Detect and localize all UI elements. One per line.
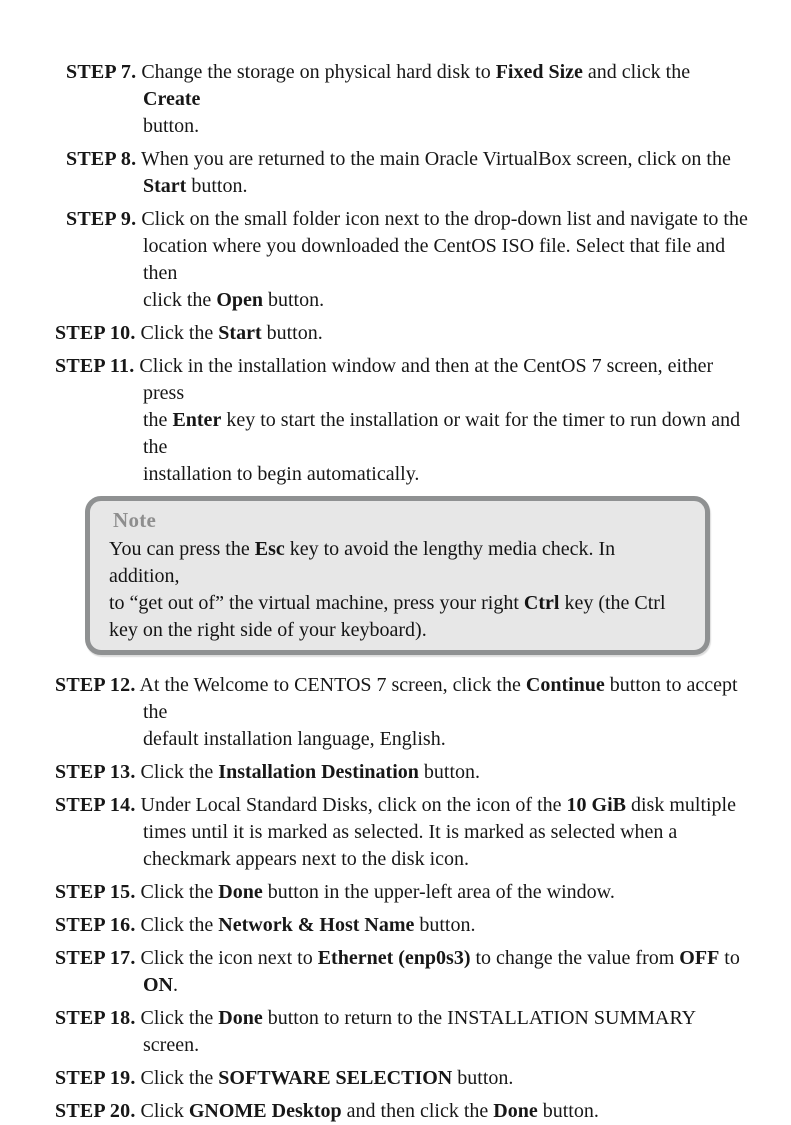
- text-run: installation to begin automatically.: [143, 463, 420, 485]
- bold-text-run: Enter: [172, 409, 222, 431]
- text-run: Click on the small folder icon next to the drop-down list and navigate to the: [141, 208, 748, 230]
- text-run: checkmark appears next to the disk icon.: [143, 848, 469, 870]
- text-run: the: [143, 409, 173, 431]
- bold-text-run: Open: [216, 289, 263, 311]
- text-run: button to accept the: [143, 674, 738, 723]
- bold-text-run: SOFTWARE SELECTION: [218, 1067, 453, 1089]
- bold-text-run: Done: [493, 1100, 538, 1122]
- step-label: STEP 18.: [55, 1007, 136, 1029]
- text-run: When you are returned to the main Oracle VirtualBox screen, click on the: [140, 148, 731, 170]
- step-item: [40, 879, 751, 906]
- text-run: You can press the: [109, 538, 255, 560]
- bold-text-run: Esc: [254, 538, 285, 560]
- step-label: STEP 17.: [55, 947, 136, 969]
- text-run: key on the right side of your keyboard).: [109, 619, 427, 641]
- text-run: location where you downloaded the CentOS ISO file. Select that file and then: [143, 235, 726, 284]
- text-run: to change the value from: [470, 947, 680, 969]
- step-label: STEP 20.: [55, 1100, 136, 1122]
- step-label: STEP 12.: [55, 674, 136, 696]
- text-run: Click: [140, 1100, 189, 1122]
- bold-text-run: Start: [218, 322, 262, 344]
- step-text: [141, 761, 480, 783]
- text-run: key (the Ctrl: [559, 592, 666, 614]
- text-run: and click the: [582, 61, 691, 83]
- text-run: button in the upper-left area of the window.: [262, 881, 615, 903]
- text-run: button.: [261, 322, 323, 344]
- bold-text-run: Done: [218, 881, 263, 903]
- text-run: button.: [418, 761, 481, 783]
- text-run: click the: [143, 289, 217, 311]
- text-run: Click the: [140, 914, 219, 936]
- text-run: button.: [143, 115, 200, 137]
- step-text: [141, 1007, 696, 1056]
- step-text: [141, 148, 731, 197]
- step-item: [40, 320, 751, 347]
- step-text: [141, 881, 615, 903]
- text-run: key to start the installation or wait for the timer to run down and the: [143, 409, 741, 458]
- step-text: [141, 947, 740, 996]
- text-run: Click in the installation window and then at the CentOS 7 screen, either press: [139, 355, 714, 404]
- text-run: Click the: [140, 322, 219, 344]
- step-item: [40, 1005, 751, 1059]
- step-item: [40, 792, 751, 873]
- text-run: .: [173, 974, 178, 996]
- step-label: STEP 10.: [55, 322, 136, 344]
- step-text: [141, 322, 323, 344]
- step-text: [141, 794, 736, 870]
- step-item: [40, 146, 751, 200]
- step-label: STEP 9.: [66, 208, 137, 230]
- text-run: At the Welcome to CENTOS 7 screen, click the: [139, 674, 526, 696]
- step-item: [40, 1065, 751, 1092]
- text-run: Click the icon next to: [140, 947, 318, 969]
- step-item: [40, 59, 751, 140]
- step-item: [40, 945, 751, 999]
- step-label: STEP 8.: [66, 148, 137, 170]
- note-title: Note: [113, 508, 157, 532]
- step-item: [40, 672, 751, 753]
- text-run: times until it is marked as selected. It is marked as selected when a: [143, 821, 678, 843]
- text-run: Click the: [140, 1067, 219, 1089]
- step-item: [40, 353, 751, 488]
- bold-text-run: 10 GiB: [566, 794, 626, 816]
- step-text: [141, 1067, 514, 1089]
- text-run: to: [719, 947, 740, 969]
- bold-text-run: Done: [218, 1007, 263, 1029]
- text-run: default installation language, English.: [143, 728, 446, 750]
- text-run: Click the: [140, 761, 219, 783]
- step-item: [40, 1098, 751, 1125]
- step-text: [141, 208, 748, 311]
- step-label: STEP 7.: [66, 61, 137, 83]
- step-item: [40, 759, 751, 786]
- text-run: key to avoid the lengthy media check. In addition,: [109, 538, 616, 587]
- text-run: Click the: [140, 881, 219, 903]
- text-run: button.: [263, 289, 325, 311]
- step-text: [139, 674, 737, 750]
- step-text: [141, 1100, 599, 1122]
- bold-text-run: Ctrl: [523, 592, 560, 614]
- text-run: and then click the: [341, 1100, 494, 1122]
- step-label: STEP 11.: [55, 355, 135, 377]
- text-run: button to return to the INSTALLATION SUMMARY screen.: [143, 1007, 696, 1056]
- step-item: [40, 912, 751, 939]
- text-run: Change the storage on physical hard disk to: [141, 61, 496, 83]
- bold-text-run: GNOME Desktop: [188, 1100, 342, 1122]
- text-run: button.: [414, 914, 476, 936]
- step-text: [141, 61, 690, 137]
- note-callout: [85, 496, 710, 655]
- step-label: STEP 14.: [55, 794, 136, 816]
- text-run: button.: [186, 175, 248, 197]
- steps-section-top: [40, 59, 751, 488]
- text-run: Under Local Standard Disks, click on the icon of the: [140, 794, 567, 816]
- text-run: Click the: [140, 1007, 219, 1029]
- steps-section-bottom: [40, 672, 751, 1125]
- text-run: to “get out of” the virtual machine, press your right: [109, 592, 524, 614]
- text-run: disk multiple: [625, 794, 736, 816]
- bold-text-run: Installation Destination: [218, 761, 419, 783]
- text-run: button.: [452, 1067, 514, 1089]
- step-label: STEP 19.: [55, 1067, 136, 1089]
- step-item: [40, 206, 751, 314]
- bold-text-run: Fixed Size: [495, 61, 583, 83]
- step-text: [141, 914, 476, 936]
- bold-text-run: Create: [143, 88, 201, 110]
- bold-text-run: ON: [143, 974, 173, 996]
- bold-text-run: Start: [143, 175, 187, 197]
- bold-text-run: Ethernet (enp0s3): [317, 947, 471, 969]
- text-run: button.: [537, 1100, 599, 1122]
- bold-text-run: OFF: [679, 947, 720, 969]
- bold-text-run: Continue: [525, 674, 605, 696]
- step-label: STEP 15.: [55, 881, 136, 903]
- step-label: STEP 16.: [55, 914, 136, 936]
- note-body: [109, 536, 685, 644]
- bold-text-run: Network & Host Name: [218, 914, 415, 936]
- step-label: STEP 13.: [55, 761, 136, 783]
- step-text: [139, 355, 740, 485]
